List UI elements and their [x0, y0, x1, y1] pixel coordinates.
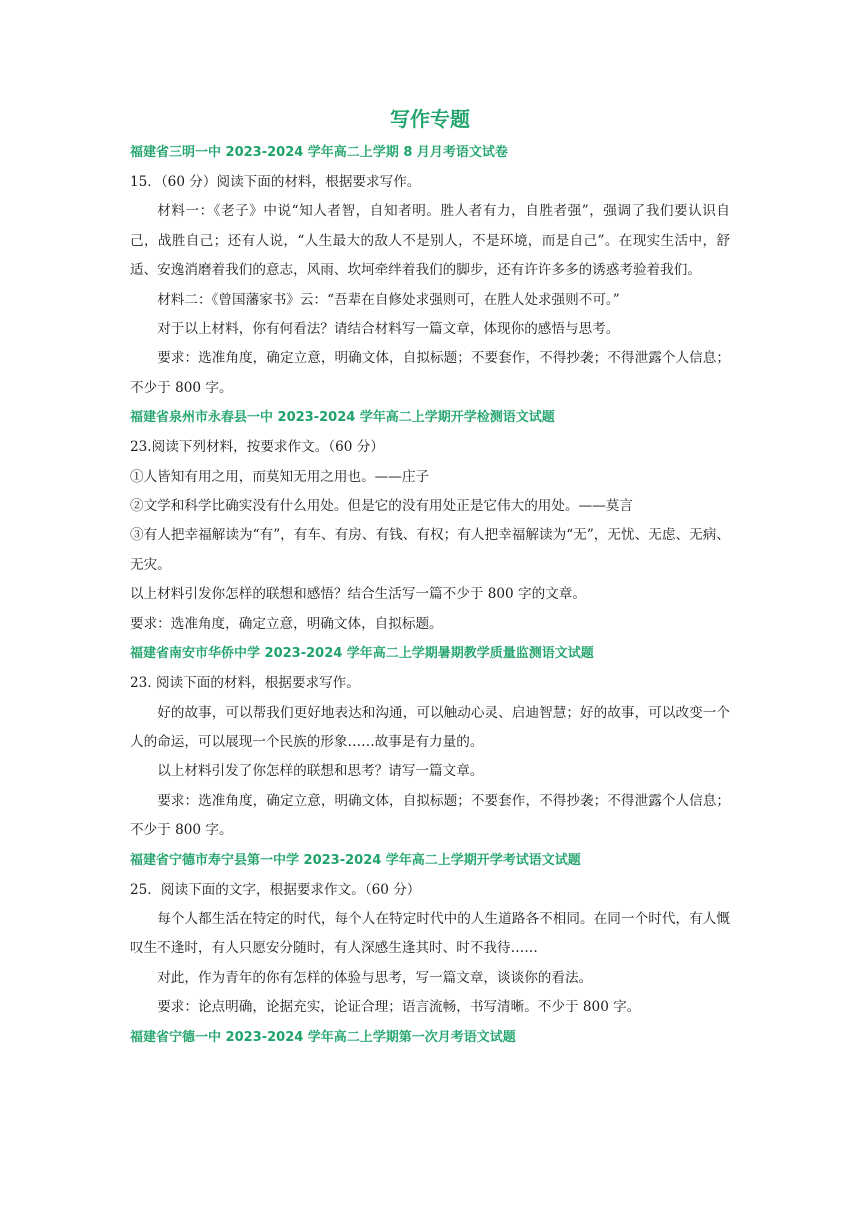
section-4: [130, 846, 730, 1023]
section-source: 福建省宁德一中 2023-2024 学年高二上学期第一次月考语文试题: [130, 1029, 516, 1045]
paragraph: 对此，作为青年的你有怎样的体验与思考，写一篇文章，谈谈你的看法。: [157, 969, 593, 986]
section-2: [130, 403, 730, 639]
section-5: [130, 1023, 730, 1053]
paragraph: ①人皆知有用之用，而莫知无用之用也。——庄子: [130, 468, 430, 485]
section-source: 福建省南安市华侨中学 2023-2024 学年高二上学期暑期教学质量监测语文试题: [130, 646, 594, 662]
section-source: 福建省泉州市永春县一中 2023-2024 学年高二上学期开学检测语文试题: [130, 410, 555, 426]
requirements: 要求：选准角度，确定立意，明确文体，自拟标题。: [130, 615, 443, 632]
page-title: 写作专题: [390, 107, 470, 131]
requirements: 要求：论点明确，论据充实，论证合理；语言流畅，书写清晰。不少于 800 字。: [157, 999, 641, 1016]
paragraph: 好的故事，可以帮我们更好地表达和沟通，可以触动心灵、启迪智慧；好的故事，可以改变一个人的命运，可以展现一个民族的形象……故事是有力量的。: [130, 704, 730, 750]
section-source: 福建省宁德市寿宁县第一中学 2023-2024 学年高二上学期开学考试语文试题: [130, 852, 581, 868]
requirements: 要求：选准角度，确定立意，明确文体，自拟标题；不要套作，不得抄袭；不得泄露个人信息；不少于 800 字。: [130, 792, 730, 839]
paragraph: 以上材料引发你怎样的联想和感悟？结合生活写一篇不少于 800 字的文章。: [130, 586, 586, 603]
paragraph: ②文学和科学比确实没有什么用处。但是它的没有用处正是它伟大的用处。——莫言: [130, 498, 633, 515]
paragraph: 材料一：《老子》中说“知人者智，自知者明。胜人者有力，自胜者强”，强调了我们要认识自己，战胜自己；还有人说，“人生最大的敌人不是别人，不是环境，而是自己”。在现实生活中，舒适、安逸消磨着我们的意志，风雨、坎坷牵绊着我们的脚步，还有许许多多的诱惑考验着我们。: [130, 203, 730, 279]
section-3: [130, 639, 730, 845]
paragraph: 对于以上材料，你有何看法？请结合材料写一篇文章，体现你的感悟与思考。: [157, 321, 620, 338]
section-1: [130, 138, 730, 403]
paragraph: ③有人把幸福解读为“有”，有车、有房、有钱、有权；有人把幸福解读为“无”，无忧、无虑、无病、无灾。: [130, 527, 730, 573]
paragraph: 以上材料引发了你怎样的联想和思考？请写一篇文章。: [157, 763, 484, 780]
section-source: 福建省三明一中 2023-2024 学年高二上学期 8 月月考语文试卷: [130, 145, 508, 160]
question-header: 23.阅读下列材料，按要求作文。（60 分）: [130, 439, 384, 456]
paragraph: 每个人都生活在特定的时代，每个人在特定时代中的人生道路各不相同。在同一个时代，有人慨叹生不逢时，有人只愿安分随时，有人深感生逢其时、时不我待……: [130, 910, 730, 957]
question-header: 25．阅读下面的文字，根据要求作文。（60 分）: [130, 881, 421, 898]
question-header: 23. 阅读下面的材料，根据要求写作。: [130, 675, 360, 692]
requirements: 要求：选准角度，确定立意，明确文体，自拟标题；不要套作，不得抄袭；不得泄露个人信息；不少于 800 字。: [130, 350, 730, 396]
paragraph: 材料二：《曾国藩家书》云：“吾辈在自修处求强则可，在胜人处求强则不可。”: [157, 291, 620, 308]
question-header: 15．（60 分）阅读下面的材料，根据要求写作。: [130, 174, 421, 190]
document-page: [130, 100, 730, 1053]
